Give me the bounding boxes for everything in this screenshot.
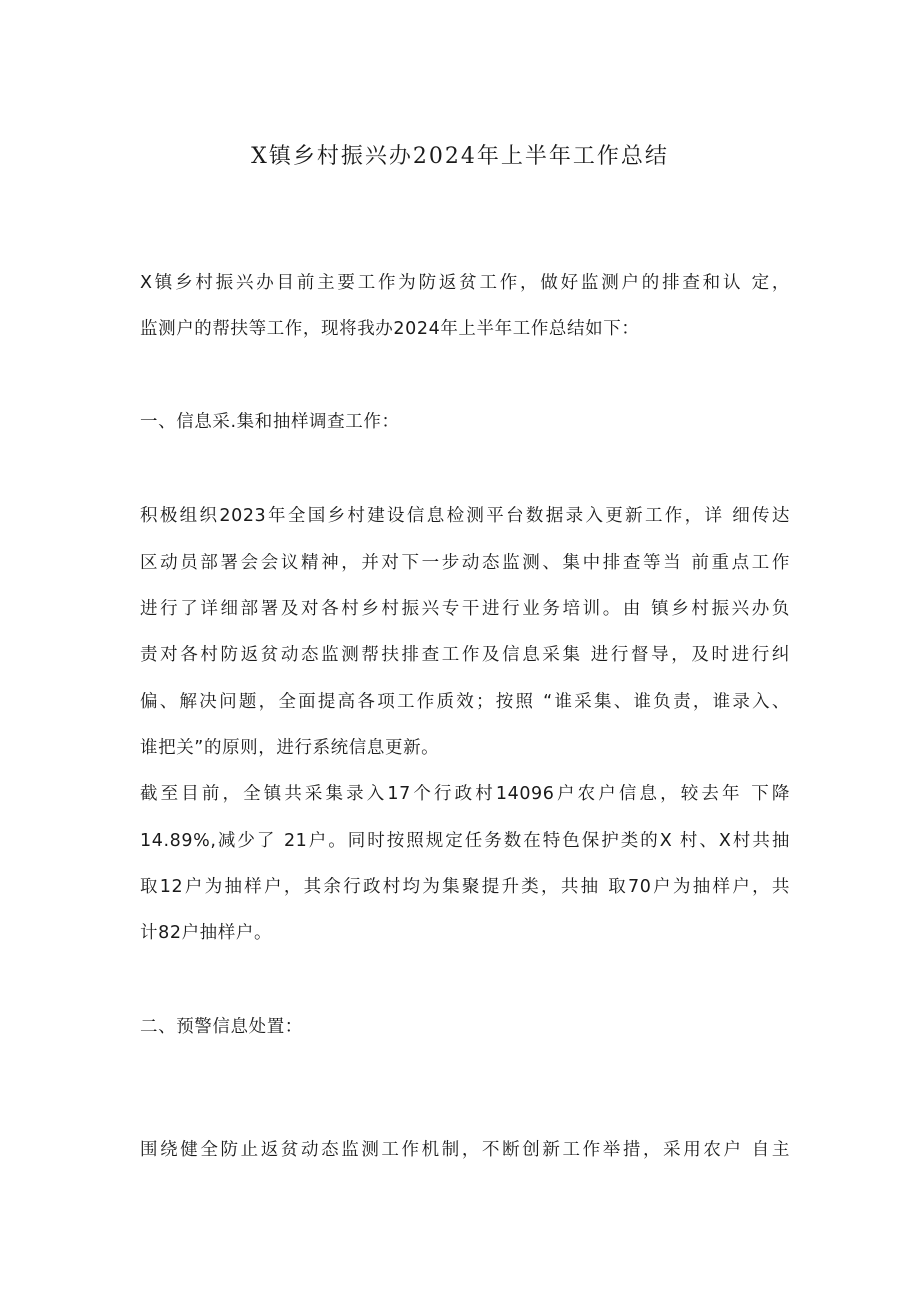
section1-para2-line-4: 计82户抽样户。 xyxy=(140,923,273,943)
section1-para2-line-3: 取12户为抽样户，其余行政村均为集聚提升类，共抽 取70户为抽样户，共 xyxy=(140,877,790,897)
document-title: X镇乡村振兴办2024年上半年工作总结 xyxy=(251,144,669,169)
section1-para2-line-1: 截至目前，全镇共采集录入17个行政村14096户农户信息，较去年 下降 xyxy=(140,784,790,804)
section1-heading: 一、信息采.集和抽样调查工作： xyxy=(140,412,400,432)
section1-para1-line-5: 偏、解决问题，全面提高各项工作质效；按照 “谁采集、谁负责，谁录入、 xyxy=(140,692,790,712)
section1-para1-line-2: 区动员部署会会议精神，并对下一步动态监测、集中排查等当 前重点工作 xyxy=(140,553,790,573)
intro-line-1: X镇乡村振兴办目前主要工作为防返贫工作，做好监测户的排查和认 定， xyxy=(140,273,790,293)
section2-heading: 二、预警信息处置： xyxy=(140,1017,303,1037)
section1-para1-line-3: 进行了详细部署及对各村乡村振兴专干进行业务培训。由 镇乡村振兴办负 xyxy=(140,599,790,619)
section1-para1-line-1: 积极组织2023年全国乡村建设信息检测平台数据录入更新工作，详 细传达 xyxy=(140,506,790,526)
intro-line-2: 监测户的帮扶等工作，现将我办2024年上半年工作总结如下： xyxy=(140,319,640,339)
section1-para2-line-2: 14.89%,减少了 21户。同时按照规定任务数在特色保护类的X 村、X村共抽 xyxy=(140,831,790,851)
section1-para1-line-4: 责对各村防返贫动态监测帮扶排查工作及信息采集 进行督导，及时进行纠 xyxy=(140,645,790,665)
section2-para1-line-1: 围绕健全防止返贫动态监测工作机制，不断创新工作举措，采用农户 自主 xyxy=(140,1140,790,1160)
section1-para1-line-6: 谁把关”的原则，进行系统信息更新。 xyxy=(140,738,440,758)
